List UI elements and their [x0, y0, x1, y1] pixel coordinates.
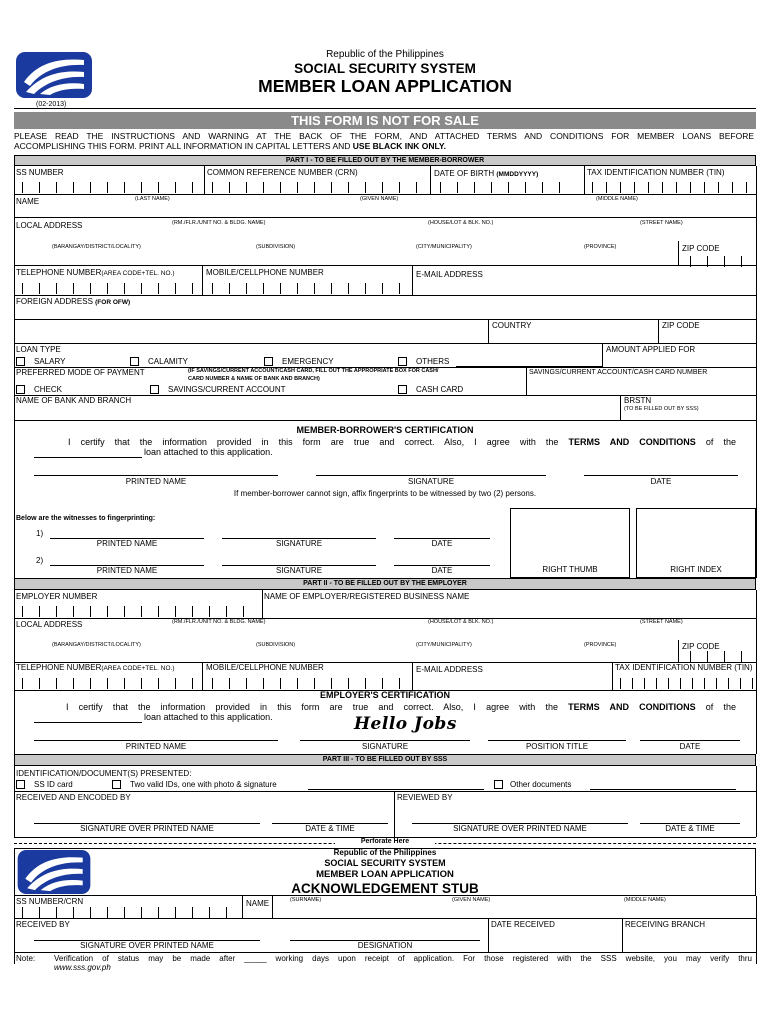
sss-website-link[interactable]: www.sss.gov.ph: [54, 963, 111, 972]
employer-number-boxes[interactable]: [22, 606, 244, 617]
employer-tin-boxes[interactable]: [620, 678, 753, 689]
dob-label: DATE OF BIRTH (MMDDYYYY): [434, 169, 539, 178]
cash-card-checkbox[interactable]: [398, 385, 407, 394]
reviewed-by-label: REVIEWED BY: [397, 793, 453, 802]
stub-name-label: NAME: [246, 899, 270, 908]
member-printed-name-label: PRINTED NAME: [125, 477, 187, 486]
ss-id-card-checkbox[interactable]: [16, 780, 25, 789]
form-title: MEMBER LOAN APPLICATION: [258, 76, 512, 96]
right-index-label: RIGHT INDEX: [670, 565, 722, 574]
employer-mobile-label: MOBILE/CELLPHONE NUMBER: [206, 663, 324, 672]
received-datetime-label: DATE & TIME: [305, 824, 355, 833]
stub-received-by-label: RECEIVED BY: [16, 920, 70, 929]
perforate-label: Perforate Here: [335, 838, 435, 845]
house-lot-hint: (HOUSE/LOT & BLK. NO.): [428, 220, 494, 226]
telephone-label: TELEPHONE NUMBER(AREA CODE+TEL. NO.): [16, 268, 175, 277]
other-docs-checkbox[interactable]: [494, 780, 503, 789]
telephone-boxes[interactable]: [22, 283, 193, 294]
calamity-label: CALAMITY: [148, 357, 189, 366]
agency-title: SOCIAL SECURITY SYSTEM: [294, 61, 476, 76]
right-thumb-label: RIGHT THUMB: [542, 565, 598, 574]
employer-email-label: E-MAIL ADDRESS: [416, 665, 483, 674]
other-docs-label: Other documents: [510, 780, 572, 789]
local-address-label: LOCAL ADDRESS: [16, 221, 83, 230]
calamity-checkbox[interactable]: [130, 357, 139, 366]
employer-mobile-boxes[interactable]: [212, 678, 400, 689]
witnesses-label: Below are the witnesses to fingerprinting:: [16, 515, 156, 522]
part2-title: PART II - TO BE FILLED OUT BY THE EMPLOYER: [303, 580, 467, 587]
payment-note-2: CARD NUMBER & NAME OF BANK AND BRANCH): [188, 376, 320, 382]
stub-surname-hint: (SURNAME): [290, 897, 322, 903]
witness-1-signature-label: SIGNATURE: [275, 539, 323, 548]
reviewed-signature-label: SIGNATURE OVER PRINTED NAME: [453, 824, 587, 833]
savings-current-checkbox[interactable]: [150, 385, 159, 394]
witness-2-signature-label: SIGNATURE: [275, 566, 323, 575]
check-label: CHECK: [34, 385, 63, 394]
stub-date-received-label: DATE RECEIVED: [491, 920, 555, 929]
tin-boxes[interactable]: [592, 182, 747, 193]
payment-note-1: (IF SAVINGS/CURRENT ACCOUNT/CASH CARD, FILL OUT THE APPROPRIATE BOX FOR CASH/: [188, 368, 439, 374]
rm-flr-hint: (RM./FLR./UNIT NO. & BLDG. NAME): [172, 220, 266, 226]
witness-2-date-label: DATE: [431, 566, 453, 575]
brstn-label: BRSTN: [624, 396, 652, 405]
instructions-line-1: PLEASE READ THE INSTRUCTIONS AND WARNING AT THE BACK OF THE FORM, AND ATTACHED TERMS AND CONDITIONS FOR MEMBER LOANS BEFORE: [14, 131, 754, 141]
employer-cert-line-1: I certify that the information provided in this form are true and correct. Also, I agree with the TERMS AND CONDITIONS of the: [66, 702, 736, 712]
employer-signature-line[interactable]: [300, 740, 470, 741]
employer-rm-flr-hint: (RM./FLR./UNIT NO. & BLDG. NAME): [172, 619, 266, 625]
employer-name-field[interactable]: [264, 603, 754, 617]
id-presented-label: IDENTIFICATION/DOCUMENT(S) PRESENTED:: [16, 769, 192, 778]
zip-code-label: ZIP CODE: [682, 244, 720, 253]
part1-title: PART I - TO BE FILLED OUT BY THE MEMBER-BORROWER: [285, 157, 485, 164]
ss-number-boxes[interactable]: [22, 182, 193, 193]
note-text: Verification of status may be made after _____ working days upon receipt of application. For those registered with the SSS website, you may verify thru: [54, 954, 752, 963]
employer-printed-name-line[interactable]: [34, 740, 278, 741]
stub-ss-crn-boxes[interactable]: [22, 907, 227, 918]
employer-telephone-boxes[interactable]: [22, 678, 193, 689]
member-cert-line-1: I certify that the information provided in this form are true and correct. Also, I agree with the TERMS AND CONDITIONS of the: [68, 437, 736, 447]
stub-sss-logo: [17, 850, 91, 894]
stub-ss-crn-label: SS NUMBER/CRN: [16, 897, 84, 906]
name-field[interactable]: [14, 204, 756, 216]
stub-form: MEMBER LOAN APPLICATION: [316, 869, 454, 880]
middle-name-hint: (MIDDLE NAME): [596, 196, 638, 202]
mobile-boxes[interactable]: [212, 283, 400, 294]
stub-given-name-hint: (GIVEN NAME): [452, 897, 491, 903]
foreign-address-field[interactable]: [14, 306, 756, 318]
loan-type-blank[interactable]: [34, 457, 142, 458]
last-name-hint: (LAST NAME): [135, 196, 170, 202]
employer-barangay-hint: (BARANGAY/DISTRICT/LOCALITY): [52, 642, 141, 648]
member-cert-line-2: loan attached to this application.: [144, 447, 273, 457]
form-code: (02-2013): [36, 101, 67, 108]
employer-province-hint: (PROVINCE): [584, 642, 617, 648]
received-signature-label: SIGNATURE OVER PRINTED NAME: [80, 824, 214, 833]
brstn-note: (TO BE FILLED OUT BY SSS): [624, 406, 699, 412]
member-date-label: DATE: [650, 477, 672, 486]
employer-number-label: EMPLOYER NUMBER: [16, 592, 98, 601]
stub-name-field[interactable]: [274, 904, 754, 917]
member-signature-label: SIGNATURE: [407, 477, 455, 486]
dob-boxes[interactable]: [440, 182, 560, 193]
not-for-sale-text: THIS FORM IS NOT FOR SALE: [291, 113, 479, 128]
employer-cert-line-2: loan attached to this application.: [144, 712, 273, 722]
tin-label: TAX IDENTIFICATION NUMBER (TIN): [587, 168, 725, 177]
witness-2-name-label: PRINTED NAME: [96, 566, 158, 575]
province-hint: (PROVINCE): [584, 244, 617, 250]
local-address-field[interactable]: [14, 229, 756, 241]
member-signature-line[interactable]: [316, 475, 546, 476]
employer-printed-name-label: PRINTED NAME: [125, 742, 187, 751]
employer-telephone-label: TELEPHONE NUMBER(AREA CODE+TEL. NO.): [16, 663, 175, 672]
witness-1-date-label: DATE: [431, 539, 453, 548]
stub-middle-name-hint: (MIDDLE NAME): [624, 897, 666, 903]
crn-boxes[interactable]: [212, 182, 417, 193]
employer-zip-label: ZIP CODE: [682, 642, 720, 651]
reviewed-datetime-label: DATE & TIME: [665, 824, 715, 833]
zip-code-2-label: ZIP CODE: [662, 321, 700, 330]
fingerprint-note: If member-borrower cannot sign, affix fingerprints to be witnessed by two (2) persons.: [233, 489, 537, 498]
employer-date-line[interactable]: [640, 740, 740, 741]
witness-1-name-label: PRINTED NAME: [96, 539, 158, 548]
received-encoded-label: RECEIVED AND ENCODED BY: [16, 793, 131, 802]
stub-designation-label: DESIGNATION: [357, 941, 413, 950]
salary-checkbox[interactable]: [16, 357, 25, 366]
others-label: OTHERS: [416, 357, 450, 366]
stub-republic: Republic of the Philippines: [333, 848, 437, 857]
part3-title: PART III - TO BE FILLED OUT BY SSS: [322, 756, 448, 763]
member-cert-title: MEMBER-BORROWER'S CERTIFICATION: [296, 425, 474, 435]
email-label: E-MAIL ADDRESS: [416, 270, 483, 279]
employer-street-hint: (STREET NAME): [640, 619, 683, 625]
name-label: NAME: [16, 197, 40, 206]
payment-mode-label: PREFERRED MODE OF PAYMENT: [16, 368, 145, 377]
witness-1-number: 1): [36, 529, 44, 538]
employer-signature-label: SIGNATURE: [361, 742, 409, 751]
account-number-label: SAVINGS/CURRENT ACCOUNT/CASH CARD NUMBER: [529, 369, 708, 376]
two-ids-label: Two valid IDs, one with photo & signature: [130, 780, 277, 789]
emergency-label: EMERGENCY: [282, 357, 334, 366]
employer-name-label: NAME OF EMPLOYER/REGISTERED BUSINESS NAME: [264, 592, 470, 601]
employer-house-lot-hint: (HOUSE/LOT & BLK. NO.): [428, 619, 494, 625]
employer-subdivision-hint: (SUBDIVISION): [256, 642, 296, 648]
check-checkbox[interactable]: [16, 385, 25, 394]
amount-applied-label: AMOUNT APPLIED FOR: [606, 345, 696, 354]
employer-loan-blank[interactable]: [34, 722, 142, 723]
employer-tin-label: TAX IDENTIFICATION NUMBER (TIN): [615, 663, 753, 672]
position-title-line[interactable]: [488, 740, 626, 741]
ss-number-label: SS NUMBER: [16, 168, 64, 177]
member-printed-name-line[interactable]: [34, 475, 278, 476]
barangay-hint: (BARANGAY/DISTRICT/LOCALITY): [52, 244, 141, 250]
stub-agency: SOCIAL SECURITY SYSTEM: [324, 858, 446, 868]
others-checkbox[interactable]: [398, 357, 407, 366]
employer-address-label: LOCAL ADDRESS: [16, 620, 83, 629]
savings-current-label: SAVINGS/CURRENT ACCOUNT: [168, 385, 286, 394]
other-docs-line[interactable]: [590, 789, 736, 790]
stub-receiving-branch-label: RECEIVING BRANCH: [625, 920, 706, 929]
stub-title: ACKNOWLEDGEMENT STUB: [291, 881, 479, 896]
note-label: Note:: [16, 954, 36, 963]
foreign-address-label: FOREIGN ADDRESS (FOR OFW): [16, 297, 131, 306]
employer-zip-boxes[interactable]: [690, 651, 742, 662]
cash-card-label: CASH CARD: [416, 385, 464, 394]
republic-label: Republic of the Philippines: [326, 49, 444, 60]
two-ids-line[interactable]: [308, 789, 484, 790]
employer-city-hint: (CITY/MUNICIPALITY): [416, 642, 472, 648]
employer-address-field[interactable]: [14, 628, 756, 640]
salary-label: SALARY: [34, 357, 66, 366]
mobile-label: MOBILE/CELLPHONE NUMBER: [206, 268, 324, 277]
loan-type-label: LOAN TYPE: [16, 345, 61, 354]
bank-branch-label: NAME OF BANK AND BRANCH: [16, 396, 132, 405]
street-hint: (STREET NAME): [640, 220, 683, 226]
position-title-label: POSITION TITLE: [525, 742, 589, 751]
subdivision-hint: (SUBDIVISION): [256, 244, 296, 250]
emergency-checkbox[interactable]: [264, 357, 273, 366]
member-date-line[interactable]: [584, 475, 738, 476]
sss-logo: [16, 52, 92, 98]
hello-jobs-watermark: Hello Jobs: [354, 714, 457, 734]
crn-label: COMMON REFERENCE NUMBER (CRN): [207, 168, 358, 177]
witness-2-number: 2): [36, 556, 44, 565]
given-name-hint: (GIVEN NAME): [360, 196, 399, 202]
instructions-line-2: ACCOMPLISHING THIS FORM. PRINT ALL INFORMATION IN CAPITAL LETTERS AND USE BLACK INK ONLY.: [14, 141, 446, 151]
city-hint: (CITY/MUNICIPALITY): [416, 244, 472, 250]
stub-signature-label: SIGNATURE OVER PRINTED NAME: [80, 941, 214, 950]
ss-id-card-label: SS ID card: [34, 780, 73, 789]
employer-cert-title: EMPLOYER'S CERTIFICATION: [320, 690, 450, 700]
country-label: COUNTRY: [492, 321, 532, 330]
two-ids-checkbox[interactable]: [112, 780, 121, 789]
employer-date-label: DATE: [679, 742, 701, 751]
